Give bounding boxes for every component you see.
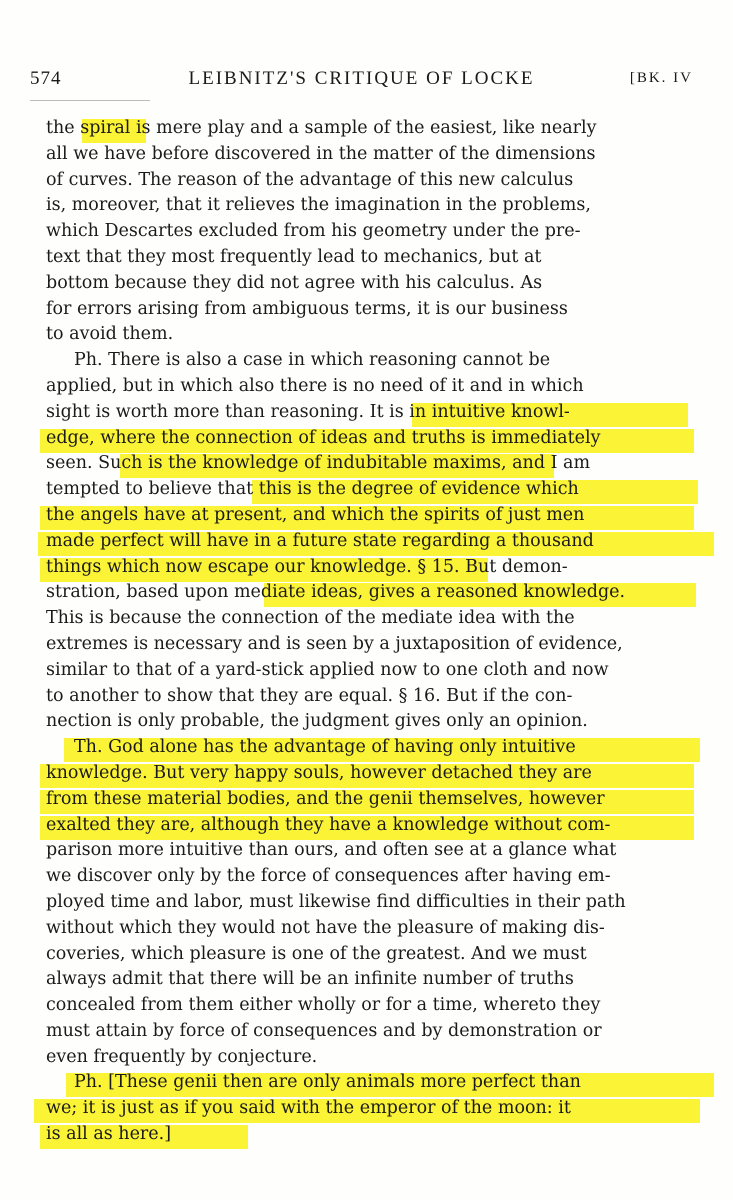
text-line: to another to show that they are equal. § 16. But if the con-	[46, 685, 573, 706]
text-line: text that they most frequently lead to mechanics, but at	[46, 246, 542, 267]
text-line: stration, based upon mediate ideas, gives a reasoned knowledge.	[46, 580, 688, 606]
text-line: things which now escape our knowledge. § 15. But demon-	[46, 555, 688, 581]
text-line: the spiral is mere play and a sample of the easiest, like nearly	[46, 116, 688, 142]
book-indicator: [BK. IV	[629, 70, 693, 86]
text-line: knowledge. But very happy souls, however detached they are	[46, 761, 688, 787]
header-rule	[30, 100, 150, 101]
text-line: This is because the connection of the mediate idea with the	[46, 608, 575, 629]
text-line: applied, but in which also there is no need of it and in which	[46, 375, 584, 396]
text-line: always admit that there will be an infinite number of truths	[46, 969, 574, 990]
text-line: similar to that of a yard-stick applied now to one cloth and now	[46, 659, 609, 680]
text-line: ployed time and labor, must likewise find difficulties in their path	[46, 891, 626, 912]
text-line: tempted to believe that this is the degree of evidence which	[46, 477, 688, 503]
running-header	[30, 68, 693, 94]
text-line: for errors arising from ambiguous terms, it is our business	[46, 298, 568, 319]
text-line: must attain by force of consequences and by demonstration or	[46, 1020, 602, 1041]
text-line: the angels have at present, and which the spirits of just men	[46, 503, 688, 529]
text-line: made perfect will have in a future state regarding a thousand	[46, 529, 688, 555]
text-line: all we have before discovered in the matter of the dimensions	[46, 143, 596, 164]
text-line: from these material bodies, and the genii themselves, however	[46, 787, 688, 813]
text-line: which Descartes excluded from his geometry under the pre-	[46, 221, 581, 242]
text-line: we; it is just as if you said with the emperor of the moon: it	[46, 1096, 688, 1122]
text-line: sight is worth more than reasoning. It is in intuitive knowl-	[46, 400, 688, 426]
running-title: LEIBNITZ'S CRITIQUE OF LOCKE	[188, 68, 535, 89]
text-line: to avoid them.	[46, 324, 174, 345]
text-line: without which they would not have the pleasure of making dis-	[46, 917, 605, 938]
text-line: is all as here.]	[46, 1122, 688, 1148]
text-line: exalted they are, although they have a knowledge without com-	[46, 813, 688, 839]
text-line: Th. God alone has the advantage of having only intuitive	[46, 735, 688, 761]
page-body	[46, 116, 688, 1148]
text-line: Ph. [These genii then are only animals more perfect than	[46, 1070, 688, 1096]
text-line: extremes is necessary and is seen by a juxtaposition of evidence,	[46, 633, 623, 654]
text-line: edge, where the connection of ideas and truths is immediately	[46, 426, 688, 452]
text-line: bottom because they did not agree with his calculus. As	[46, 272, 543, 293]
text-line: of curves. The reason of the advantage of this new calculus	[46, 169, 574, 190]
text-line: nection is only probable, the judgment gives only an opinion.	[46, 711, 588, 732]
text-line: seen. Such is the knowledge of indubitable maxims, and I am	[46, 451, 688, 477]
text-line: even frequently by conjecture.	[46, 1046, 318, 1067]
text-line: parison more intuitive than ours, and often see at a glance what	[46, 840, 617, 861]
text-line: Ph. There is also a case in which reasoning cannot be	[74, 350, 551, 371]
page-number: 574	[30, 68, 62, 89]
text-line: we discover only by the force of consequences after having em-	[46, 866, 611, 887]
text-line: is, moreover, that it relieves the imagination in the problems,	[46, 195, 591, 216]
text-line: coveries, which pleasure is one of the greatest. And we must	[46, 943, 587, 964]
text-line: concealed from them either wholly or for a time, whereto they	[46, 995, 601, 1016]
